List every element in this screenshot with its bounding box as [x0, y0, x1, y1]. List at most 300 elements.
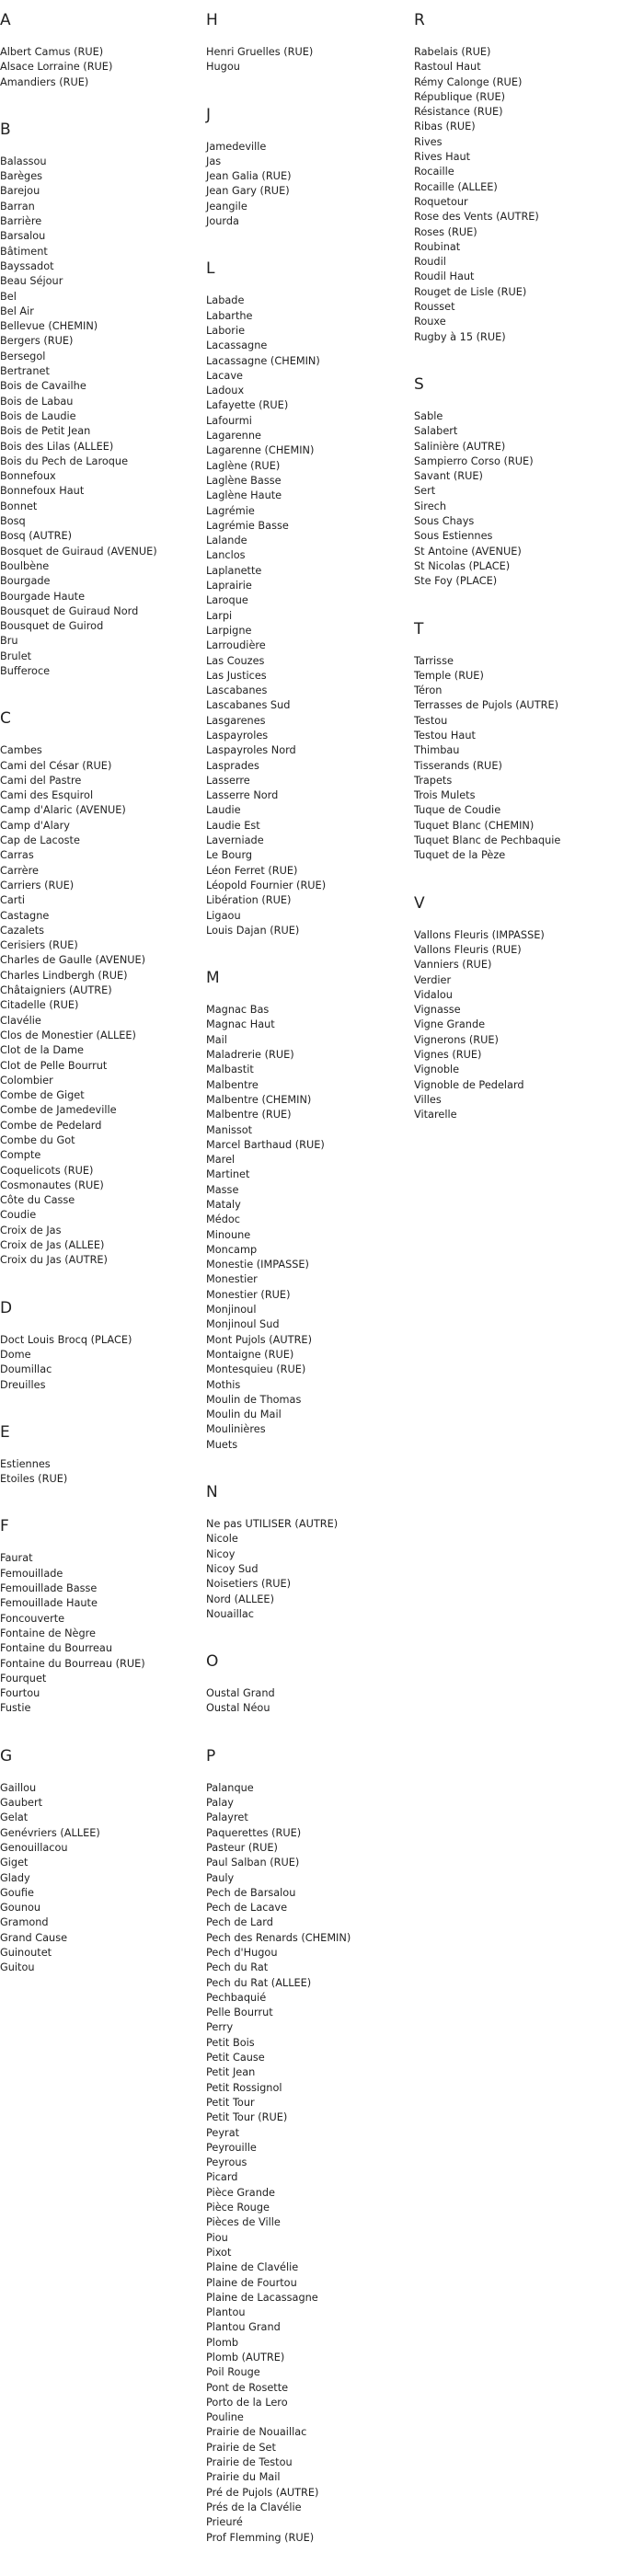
street-link[interactable]: Tuquet de la Pèze	[414, 849, 506, 862]
street-link[interactable]: Larpi	[206, 609, 233, 622]
street-link[interactable]: Lagarenne (CHEMIN)	[206, 444, 315, 457]
street-link[interactable]: Prof Flemming (RUE)	[206, 2531, 315, 2544]
street-link[interactable]: Tuquet Blanc de Pechbaquie	[414, 834, 561, 847]
street-link[interactable]: Plantou Grand	[206, 2321, 281, 2334]
street-link[interactable]: Jean Gary (RUE)	[206, 185, 290, 198]
street-link[interactable]: Pech d'Hugou	[206, 1946, 278, 1959]
street-link[interactable]: Palanque	[206, 1781, 254, 1794]
street-link[interactable]: Carrère	[0, 864, 39, 877]
street-link[interactable]: République (RUE)	[414, 90, 506, 103]
street-link[interactable]: St Nicolas (PLACE)	[414, 559, 511, 572]
street-link[interactable]: Rives Haut	[414, 151, 471, 164]
street-link[interactable]: Femouillade Basse	[0, 1582, 98, 1595]
street-link[interactable]: Fontaine du Bourreau (RUE)	[0, 1657, 145, 1670]
street-link[interactable]: Balassou	[0, 155, 47, 167]
street-link[interactable]: Bergers (RUE)	[0, 335, 74, 348]
street-link[interactable]: Bonnefoux	[0, 470, 56, 483]
street-link[interactable]: Plantou	[206, 2306, 246, 2319]
street-link[interactable]: Alsace Lorraine (RUE)	[0, 61, 113, 74]
street-link[interactable]: Rocaille	[414, 166, 454, 178]
street-link[interactable]: Bosq	[0, 515, 26, 528]
street-link[interactable]: Carras	[0, 849, 34, 862]
street-link[interactable]: Rives	[414, 135, 443, 148]
street-link[interactable]: Laspayroles Nord	[206, 744, 296, 757]
street-link[interactable]: Genouillacou	[0, 1841, 68, 1854]
street-link[interactable]: Guinoutet	[0, 1946, 52, 1959]
street-link[interactable]: Bertranet	[0, 365, 50, 378]
street-link[interactable]: Charles Lindbergh (RUE)	[0, 969, 128, 982]
street-link[interactable]: Colombier	[0, 1074, 53, 1087]
street-link[interactable]: St Antoine (AVENUE)	[414, 545, 522, 558]
street-link[interactable]: Laroque	[206, 594, 248, 607]
street-link[interactable]: Pixot	[206, 2246, 232, 2259]
street-link[interactable]: Pech de Lard	[206, 1916, 273, 1929]
street-link[interactable]: Paquerettes (RUE)	[206, 1826, 302, 1839]
street-link[interactable]: Bel	[0, 290, 17, 303]
street-link[interactable]: Gaillou	[0, 1781, 37, 1794]
street-link[interactable]: Lafayette (RUE)	[206, 399, 289, 412]
street-link[interactable]: Monestier (RUE)	[206, 1288, 291, 1301]
street-link[interactable]: Laplanette	[206, 564, 262, 577]
street-link[interactable]: Le Bourg	[206, 849, 253, 862]
street-link[interactable]: Bois du Pech de Laroque	[0, 454, 129, 467]
street-link[interactable]: Giget	[0, 1857, 29, 1869]
street-link[interactable]: Ligaou	[206, 909, 241, 922]
street-link[interactable]: Prairie de Set	[206, 2441, 276, 2454]
street-link[interactable]: Barran	[0, 200, 35, 213]
street-link[interactable]: Paul Salban (RUE)	[206, 1857, 300, 1869]
street-link[interactable]: Moncamp	[206, 1243, 258, 1256]
street-link[interactable]: Foncouverte	[0, 1612, 65, 1625]
street-link[interactable]: Nicoy	[206, 1547, 236, 1560]
street-link[interactable]: Mail	[206, 1033, 227, 1046]
street-link[interactable]: Lalande	[206, 535, 247, 547]
street-link[interactable]: Las Justices	[206, 669, 267, 682]
street-link[interactable]: Prairie du Mail	[206, 2471, 281, 2484]
street-link[interactable]: Lagrémie	[206, 504, 255, 517]
street-link[interactable]: Vanniers (RUE)	[414, 959, 492, 972]
street-link[interactable]: Prairie de Nouaillac	[206, 2426, 307, 2439]
street-link[interactable]: Pré de Pujols (AUTRE)	[206, 2486, 319, 2499]
street-link[interactable]: Manissot	[206, 1123, 253, 1136]
street-link[interactable]: Croix de Jas (ALLEE)	[0, 1239, 105, 1252]
street-link[interactable]: Faurat	[0, 1552, 33, 1565]
street-link[interactable]: Bonnet	[0, 500, 38, 512]
street-link[interactable]: Laglène Basse	[206, 474, 282, 487]
street-link[interactable]: Bois de Cavailhe	[0, 380, 86, 393]
street-link[interactable]: Vidalou	[414, 988, 453, 1001]
street-link[interactable]: Larroudière	[206, 639, 266, 652]
street-link[interactable]: Petit Jean	[206, 2066, 256, 2079]
street-link[interactable]: Mont Pujols (AUTRE)	[206, 1333, 312, 1346]
street-link[interactable]: Résistance (RUE)	[414, 106, 503, 119]
street-link[interactable]: Sous Estiennes	[414, 530, 493, 543]
street-link[interactable]: Pont de Rosette	[206, 2381, 289, 2394]
street-link[interactable]: Prés de la Clavélie	[206, 2501, 302, 2513]
street-link[interactable]: Masse	[206, 1183, 239, 1196]
street-link[interactable]: Rémy Calonge (RUE)	[414, 75, 523, 88]
street-link[interactable]: Gounou	[0, 1902, 41, 1915]
street-link[interactable]: Bosq (AUTRE)	[0, 530, 73, 543]
street-link[interactable]: Glady	[0, 1871, 30, 1884]
street-link[interactable]: Pech de Barsalou	[206, 1886, 296, 1899]
street-link[interactable]: Labarthe	[206, 309, 253, 322]
street-link[interactable]: Barrière	[0, 215, 42, 228]
street-link[interactable]: Amandiers (RUE)	[0, 75, 89, 88]
street-link[interactable]: Fontaine de Nègre	[0, 1627, 96, 1639]
street-link[interactable]: Porto de la Lero	[206, 2396, 288, 2409]
street-link[interactable]: Larpigne	[206, 624, 252, 637]
street-link[interactable]: Fourquet	[0, 1672, 47, 1685]
street-link[interactable]: Pauly	[206, 1871, 235, 1884]
street-link[interactable]: Pelle Bourrut	[206, 2007, 273, 2019]
street-link[interactable]: Mataly	[206, 1199, 241, 1211]
street-link[interactable]: Bel Air	[0, 305, 34, 317]
street-link[interactable]: Genévriers (ALLEE)	[0, 1826, 100, 1839]
street-link[interactable]: Cami del Pastre	[0, 774, 82, 787]
street-link[interactable]: Bru	[0, 635, 18, 648]
street-link[interactable]: Monjinoul	[206, 1304, 257, 1317]
street-link[interactable]: Jean Galia (RUE)	[206, 170, 292, 183]
street-link[interactable]: Nord (ALLEE)	[206, 1593, 274, 1605]
street-link[interactable]: Jeangile	[206, 200, 247, 213]
street-link[interactable]: Ribas (RUE)	[414, 121, 476, 133]
street-link[interactable]: Petit Tour	[206, 2096, 255, 2109]
street-link[interactable]: Vignasse	[414, 1004, 461, 1017]
street-link[interactable]: Bersegol	[0, 350, 46, 362]
street-link[interactable]: Oustal Néou	[206, 1702, 270, 1715]
street-link[interactable]: Cosmonautes (RUE)	[0, 1179, 104, 1191]
street-link[interactable]: Roudil Haut	[414, 270, 475, 283]
street-link[interactable]: Peyrat	[206, 2126, 240, 2139]
street-link[interactable]: Doct Louis Brocq (PLACE)	[0, 1333, 132, 1346]
street-link[interactable]: Gramond	[0, 1916, 49, 1929]
street-link[interactable]: Téron	[414, 684, 443, 697]
street-link[interactable]: Roudil	[414, 256, 446, 269]
street-link[interactable]: Lascabanes	[206, 684, 268, 697]
street-link[interactable]: Combe de Giget	[0, 1089, 85, 1102]
street-link[interactable]: Terrasses de Pujols (AUTRE)	[414, 699, 558, 712]
street-link[interactable]: Castagne	[0, 909, 50, 922]
street-link[interactable]: Grand Cause	[0, 1931, 68, 1944]
street-link[interactable]: Malbentre	[206, 1078, 259, 1091]
street-link[interactable]: Rabelais (RUE)	[414, 46, 491, 58]
street-link[interactable]: Albert Camus (RUE)	[0, 46, 104, 58]
street-link[interactable]: Coquelicots (RUE)	[0, 1164, 94, 1177]
street-link[interactable]: Cami del César (RUE)	[0, 759, 112, 772]
street-link[interactable]: Camp d'Alaric (AVENUE)	[0, 804, 126, 817]
street-link[interactable]: Rugby à 15 (RUE)	[414, 330, 506, 343]
street-link[interactable]: Pièce Rouge	[206, 2202, 270, 2214]
street-link[interactable]: Sampierro Corso (RUE)	[414, 454, 534, 467]
street-link[interactable]: Thimbau	[414, 744, 460, 757]
street-link[interactable]: Lacave	[206, 369, 243, 382]
street-link[interactable]: Lascabanes Sud	[206, 699, 291, 712]
street-link[interactable]: Bourgade Haute	[0, 590, 86, 603]
street-link[interactable]: Beau Séjour	[0, 275, 63, 288]
street-link[interactable]: Etoiles (RUE)	[0, 1473, 68, 1486]
street-link[interactable]: Charles de Gaulle (AVENUE)	[0, 954, 146, 967]
street-link[interactable]: Compte	[0, 1149, 41, 1162]
street-link[interactable]: Cap de Lacoste	[0, 834, 80, 847]
street-link[interactable]: Nouaillac	[206, 1607, 254, 1620]
street-link[interactable]: Bellevue (CHEMIN)	[0, 320, 98, 333]
street-link[interactable]: Prairie de Testou	[206, 2456, 293, 2469]
street-link[interactable]: Combe du Got	[0, 1134, 75, 1146]
street-link[interactable]: Doumillac	[0, 1363, 52, 1376]
street-link[interactable]: Prieuré	[206, 2516, 243, 2529]
street-link[interactable]: Bousquet de Guiraud Nord	[0, 604, 139, 617]
street-link[interactable]: Bayssadot	[0, 259, 54, 272]
street-link[interactable]: Petit Rossignol	[206, 2081, 282, 2094]
street-link[interactable]: Gaubert	[0, 1797, 43, 1810]
street-link[interactable]: Roses (RUE)	[414, 225, 477, 238]
street-link[interactable]: Roubinat	[414, 240, 461, 253]
street-link[interactable]: Femouillade	[0, 1567, 63, 1580]
street-link[interactable]: Bousquet de Guirod	[0, 620, 104, 633]
street-link[interactable]: Lasgarenes	[206, 714, 266, 727]
street-link[interactable]: Magnac Bas	[206, 1004, 270, 1017]
street-link[interactable]: Dreuilles	[0, 1378, 46, 1391]
street-link[interactable]: Moulinières	[206, 1423, 266, 1436]
street-link[interactable]: Pech du Rat (ALLEE)	[206, 1976, 312, 1989]
street-link[interactable]: Henri Gruelles (RUE)	[206, 46, 314, 58]
street-link[interactable]: Moulin de Thomas	[206, 1393, 302, 1406]
street-link[interactable]: Laudie	[206, 804, 241, 817]
street-link[interactable]: Boulbène	[0, 559, 50, 572]
street-link[interactable]: Oustal Grand	[206, 1687, 275, 1700]
street-link[interactable]: Poil Rouge	[206, 2366, 260, 2379]
street-link[interactable]: Roquetour	[414, 195, 468, 208]
street-link[interactable]: Clavélie	[0, 1014, 41, 1027]
street-link[interactable]: Libération (RUE)	[206, 894, 292, 907]
street-link[interactable]: Dome	[0, 1348, 31, 1361]
street-link[interactable]: Vignes (RUE)	[414, 1049, 482, 1062]
street-link[interactable]: Bois de Laudie	[0, 409, 76, 422]
street-link[interactable]: Monjinoul Sud	[206, 1318, 280, 1331]
street-link[interactable]: Carriers (RUE)	[0, 879, 75, 891]
street-link[interactable]: Petit Cause	[206, 2052, 265, 2064]
street-link[interactable]: Croix de Jas	[0, 1224, 62, 1236]
street-link[interactable]: Malbentre (CHEMIN)	[206, 1093, 312, 1106]
street-link[interactable]: Combe de Pedelard	[0, 1119, 102, 1132]
street-link[interactable]: Barsalou	[0, 230, 46, 243]
street-link[interactable]: Vallons Fleuris (RUE)	[414, 943, 522, 956]
street-link[interactable]: Pièce Grande	[206, 2186, 276, 2199]
street-link[interactable]: Combe de Jamedeville	[0, 1104, 117, 1117]
street-link[interactable]: Monestier	[206, 1273, 258, 1286]
street-link[interactable]: Petit Tour (RUE)	[206, 2111, 288, 2124]
street-link[interactable]: Barejou	[0, 185, 40, 198]
street-link[interactable]: Ste Foy (PLACE)	[414, 575, 498, 588]
street-link[interactable]: Vigne Grande	[414, 1018, 486, 1031]
street-link[interactable]: Coudie	[0, 1209, 37, 1222]
street-link[interactable]: Bois de Petit Jean	[0, 425, 91, 438]
street-link[interactable]: Camp d'Alary	[0, 819, 70, 832]
street-link[interactable]: Médoc	[206, 1213, 240, 1226]
street-link[interactable]: Pechbaquié	[206, 1991, 267, 2004]
street-link[interactable]: Lafourmi	[206, 414, 252, 427]
street-link[interactable]: Laglène (RUE)	[206, 459, 281, 472]
street-link[interactable]: Martinet	[206, 1168, 250, 1181]
street-link[interactable]: Pouline	[206, 2411, 244, 2424]
street-link[interactable]: Laborie	[206, 324, 246, 337]
street-link[interactable]: Malbentre (RUE)	[206, 1109, 292, 1121]
street-link[interactable]: Clot de Pelle Bourrut	[0, 1059, 108, 1072]
street-link[interactable]: Cambes	[0, 744, 42, 757]
street-link[interactable]: Cerisiers (RUE)	[0, 939, 78, 952]
street-link[interactable]: Bois des Lilas (ALLEE)	[0, 440, 114, 453]
street-link[interactable]: Palay	[206, 1797, 234, 1810]
street-link[interactable]: Plaine de Fourtou	[206, 2276, 297, 2289]
street-link[interactable]: Sirech	[414, 500, 447, 512]
street-link[interactable]: Salabert	[414, 425, 458, 438]
street-link[interactable]: Rouxe	[414, 316, 446, 328]
street-link[interactable]: Verdier	[414, 973, 452, 986]
street-link[interactable]: Citadelle (RUE)	[0, 999, 79, 1012]
street-link[interactable]: Moulin du Mail	[206, 1409, 282, 1421]
street-link[interactable]: Noisetiers (RUE)	[206, 1578, 292, 1591]
street-link[interactable]: Léon Ferret (RUE)	[206, 864, 298, 877]
street-link[interactable]: Ladoux	[206, 385, 245, 397]
street-link[interactable]: Laprairie	[206, 580, 252, 592]
street-link[interactable]: Bonnefoux Haut	[0, 485, 85, 498]
street-link[interactable]: Jourda	[206, 215, 239, 228]
street-link[interactable]: Temple (RUE)	[414, 669, 484, 682]
street-link[interactable]: Clot de la Dame	[0, 1044, 84, 1057]
street-link[interactable]: Laspayroles	[206, 729, 269, 742]
street-link[interactable]: Bufferoce	[0, 664, 51, 677]
street-link[interactable]: Nicoy Sud	[206, 1562, 259, 1575]
street-link[interactable]: Lasserre Nord	[206, 789, 279, 802]
street-link[interactable]: Marel	[206, 1154, 236, 1167]
street-link[interactable]: Guitou	[0, 1961, 35, 1974]
street-link[interactable]: Lasserre	[206, 774, 250, 787]
street-link[interactable]: Rocaille (ALLEE)	[414, 180, 498, 193]
street-link[interactable]: Brulet	[0, 650, 32, 662]
street-link[interactable]: Peyrouille	[206, 2141, 257, 2154]
street-link[interactable]: Pech du Rat	[206, 1961, 269, 1974]
street-link[interactable]: Laglène Haute	[206, 489, 282, 502]
street-link[interactable]: Vitarelle	[414, 1109, 457, 1121]
street-link[interactable]: Goufie	[0, 1886, 34, 1899]
street-link[interactable]: Montesquieu (RUE)	[206, 1363, 306, 1376]
street-link[interactable]: Châtaigniers (AUTRE)	[0, 984, 112, 997]
street-link[interactable]: Salinière (AUTRE)	[414, 440, 506, 453]
street-link[interactable]: Gelat	[0, 1811, 29, 1824]
street-link[interactable]: Louis Dajan (RUE)	[206, 924, 300, 937]
street-link[interactable]: Sert	[414, 485, 436, 498]
street-link[interactable]: Perry	[206, 2021, 234, 2034]
street-link[interactable]: Lanclos	[206, 549, 246, 562]
street-link[interactable]: Peyrous	[206, 2156, 247, 2169]
street-link[interactable]: Labade	[206, 294, 245, 307]
street-link[interactable]: Hugou	[206, 61, 240, 74]
street-link[interactable]: Trois Mulets	[414, 789, 476, 802]
street-link[interactable]: Rastoul Haut	[414, 61, 481, 74]
street-link[interactable]: Croix du Jas (AUTRE)	[0, 1254, 108, 1267]
street-link[interactable]: Laudie Est	[206, 819, 260, 832]
street-link[interactable]: Laverniade	[206, 834, 264, 847]
street-link[interactable]: Rouget de Lisle (RUE)	[414, 285, 527, 298]
street-link[interactable]: Bois de Labau	[0, 395, 74, 408]
street-link[interactable]: Tuque de Coudie	[414, 804, 501, 817]
street-link[interactable]: Femouillade Haute	[0, 1597, 98, 1610]
street-link[interactable]: Bourgade	[0, 575, 51, 588]
street-link[interactable]: Bosquet de Guiraud (AVENUE)	[0, 545, 157, 558]
street-link[interactable]: Nicole	[206, 1533, 238, 1546]
street-link[interactable]: Clos de Monestier (ALLEE)	[0, 1029, 136, 1041]
street-link[interactable]: Palayret	[206, 1811, 248, 1824]
street-link[interactable]: Magnac Haut	[206, 1018, 275, 1031]
street-link[interactable]: Montaigne (RUE)	[206, 1348, 294, 1361]
street-link[interactable]: Cami des Esquirol	[0, 789, 94, 802]
street-link[interactable]: Fustie	[0, 1702, 31, 1715]
street-link[interactable]: Léopold Fournier (RUE)	[206, 879, 327, 891]
street-link[interactable]: Las Couzes	[206, 654, 265, 667]
street-link[interactable]: Carti	[0, 894, 26, 907]
street-link[interactable]: Mothis	[206, 1378, 241, 1391]
street-link[interactable]: Savant (RUE)	[414, 470, 483, 483]
street-link[interactable]: Maladrerie (RUE)	[206, 1049, 294, 1062]
street-link[interactable]: Jamedeville	[206, 140, 267, 153]
street-link[interactable]: Pièces de Ville	[206, 2216, 281, 2229]
street-link[interactable]: Muets	[206, 1438, 238, 1451]
street-link[interactable]: Trapets	[414, 774, 453, 787]
street-link[interactable]: Tarrisse	[414, 654, 454, 667]
street-link[interactable]: Fontaine du Bourreau	[0, 1642, 112, 1655]
street-link[interactable]: Ne pas UTILISER (AUTRE)	[206, 1518, 339, 1531]
street-link[interactable]: Sous Chays	[414, 515, 475, 528]
street-link[interactable]: Lacassagne (CHEMIN)	[206, 354, 320, 367]
street-link[interactable]: Tisserands (RUE)	[414, 759, 502, 772]
street-link[interactable]: Cazalets	[0, 924, 45, 937]
street-link[interactable]: Minoune	[206, 1228, 251, 1241]
street-link[interactable]: Rose des Vents (AUTRE)	[414, 211, 539, 224]
street-link[interactable]: Plomb	[206, 2336, 239, 2349]
street-link[interactable]: Lagrémie Basse	[206, 519, 289, 532]
street-link[interactable]: Plaine de Clavélie	[206, 2261, 299, 2274]
street-link[interactable]: Plomb (AUTRE)	[206, 2352, 285, 2363]
street-link[interactable]: Barèges	[0, 170, 43, 183]
street-link[interactable]: Piou	[206, 2231, 228, 2244]
street-link[interactable]: Rousset	[414, 301, 455, 314]
street-link[interactable]: Vignoble de Pedelard	[414, 1078, 524, 1091]
street-link[interactable]: Marcel Barthaud (RUE)	[206, 1138, 325, 1151]
street-link[interactable]: Picard	[206, 2171, 238, 2184]
street-link[interactable]: Pech des Renards (CHEMIN)	[206, 1931, 351, 1944]
street-link[interactable]: Lacassagne	[206, 339, 268, 352]
street-link[interactable]: Plaine de Lacassagne	[206, 2291, 318, 2304]
street-link[interactable]: Vignerons (RUE)	[414, 1033, 499, 1046]
street-link[interactable]: Lasprades	[206, 759, 259, 772]
street-link[interactable]: Testou Haut	[414, 729, 476, 742]
street-link[interactable]: Fourtou	[0, 1687, 40, 1700]
street-link[interactable]: Vallons Fleuris (IMPASSE)	[414, 928, 545, 941]
street-link[interactable]: Malbastit	[206, 1064, 254, 1076]
street-link[interactable]: Tuquet Blanc (CHEMIN)	[414, 819, 535, 832]
street-link[interactable]: Estiennes	[0, 1457, 51, 1470]
street-link[interactable]: Villes	[414, 1093, 442, 1106]
street-link[interactable]: Jas	[206, 155, 222, 167]
street-link[interactable]: Monestie (IMPASSE)	[206, 1259, 309, 1271]
street-link[interactable]: Vignoble	[414, 1064, 460, 1076]
street-link[interactable]: Sable	[414, 409, 443, 422]
street-link[interactable]: Testou	[414, 714, 448, 727]
street-link[interactable]: Petit Bois	[206, 2036, 255, 2049]
street-link[interactable]: Pasteur (RUE)	[206, 1841, 278, 1854]
street-link[interactable]: Bâtiment	[0, 245, 48, 258]
